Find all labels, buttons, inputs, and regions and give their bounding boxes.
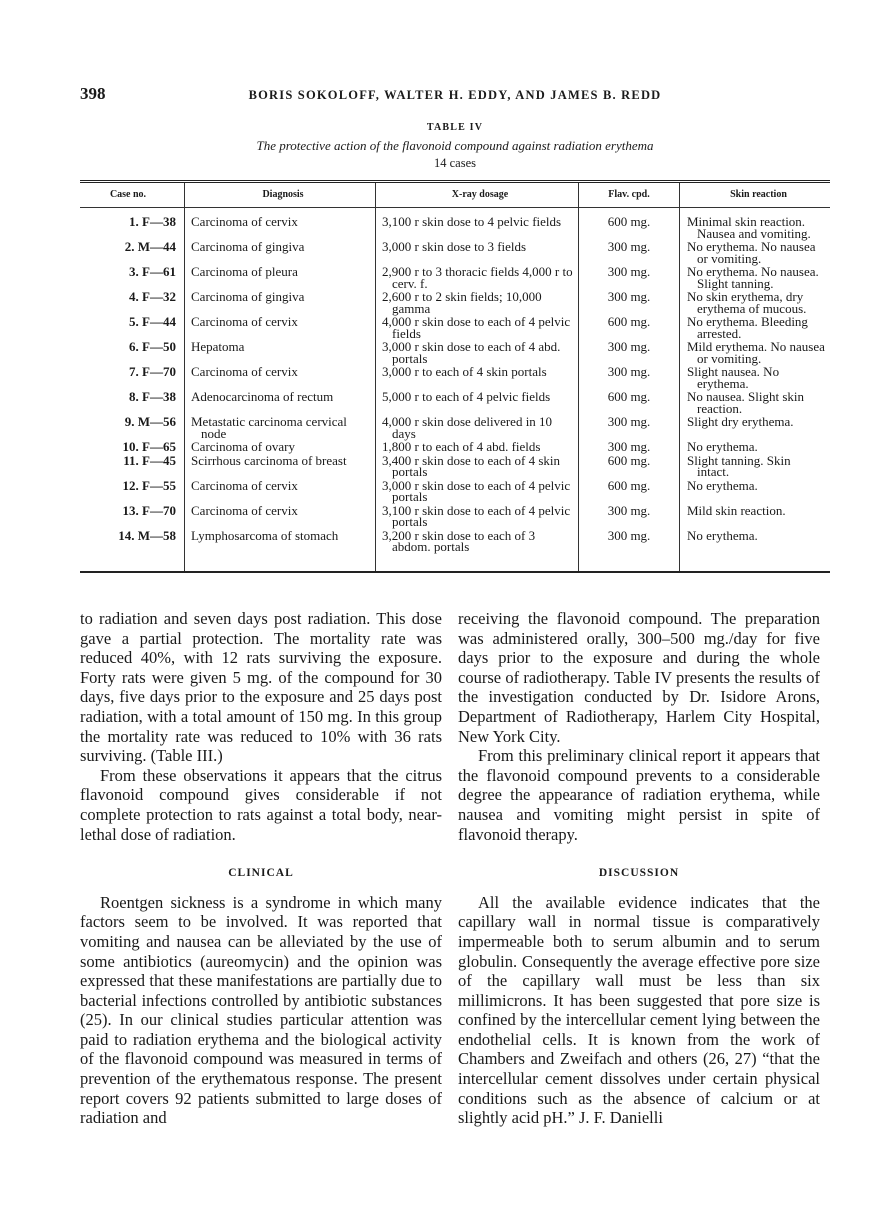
skin-reaction-cell: [680, 241, 831, 264]
skin-reaction-cell: [680, 391, 831, 414]
diagnosis-cell: [185, 266, 376, 289]
skin-reaction-cell-text: No erythema.: [687, 527, 758, 543]
dosage-cell-text: 3,000 r to each of 4 skin portals: [382, 364, 547, 379]
case-number-cell: [80, 316, 185, 339]
flavonoid-dose-cell: [579, 266, 680, 289]
diagnosis-cell-text: Carcinoma of cervix: [191, 502, 298, 518]
flavonoid-dose-cell: [579, 208, 680, 240]
table-header: [80, 182, 830, 208]
table-header-row: [80, 182, 830, 208]
flavonoid-dose-cell-text: 300 mg.: [607, 414, 651, 429]
diagnosis-cell-text: Carcinoma of gingiva: [191, 239, 305, 254]
skin-reaction-cell-text: No erythema. Bleeding arrested.: [687, 314, 808, 341]
table-row: [80, 441, 830, 453]
diagnosis-cell: [185, 416, 376, 439]
skin-reaction-cell: [680, 266, 831, 289]
skin-reaction-cell: [680, 316, 831, 339]
dosage-cell-text: 2,900 r to 3 thoracic fields 4,000 r to cerv. f.: [382, 264, 573, 291]
dosage-cell: [376, 502, 579, 529]
table-row: [80, 505, 830, 528]
table-row: [80, 366, 830, 389]
table-row: [80, 530, 830, 572]
dosage-cell-text: 3,200 r skin dose to each of 3 abdom. portals: [382, 527, 536, 554]
column-header-flavonoid: Flav. cpd.: [579, 182, 680, 208]
flavonoid-dose-cell-text: 300 mg.: [607, 502, 651, 518]
skin-reaction-cell-text: No skin erythema, dry erythema of mucous.: [687, 289, 807, 316]
flavonoid-dose-cell-text: 300 mg.: [607, 289, 651, 304]
dosage-cell: [376, 416, 579, 439]
flavonoid-dose-cell: [579, 341, 680, 364]
flavonoid-dose-cell-text: 300 mg.: [607, 239, 651, 254]
table-row: [80, 241, 830, 264]
dosage-cell-text: 3,000 r skin dose to 3 fields: [382, 239, 527, 254]
flavonoid-dose-cell: [579, 477, 680, 503]
column-header-diagnosis: Diagnosis: [185, 182, 376, 208]
case-number-cell: [80, 341, 185, 364]
paragraph: From these observations it appears that the citrus flavonoid compound gives considerable if not complete protection to rats against a total body, near-lethal dose of radiation.: [80, 765, 442, 844]
case-number-cell: [80, 266, 185, 289]
dosage-cell: [376, 527, 579, 572]
flavonoid-dose-cell-text: 600 mg.: [607, 452, 651, 468]
case-number-cell-text: 8. F—38: [129, 389, 176, 404]
paragraph: to radiation and seven days post radiation. This dose gave a partial protection. The mortality rate was reduced 40%, with 12 rats surviving the exposure. Forty rats were given 5 mg. of the compound for 30 days, five days prior to the exposure and 25 days post radiation, with a total amount of 150 mg. In this group the mortality rate was reduced to 10% with 36 rats surviving. (Table III.): [80, 609, 442, 766]
skin-reaction-cell: [680, 477, 831, 503]
flavonoid-dose-cell: [579, 391, 680, 414]
skin-reaction-cell: [680, 441, 831, 453]
skin-reaction-cell-text: Mild skin reaction.: [687, 502, 786, 518]
flavonoid-dose-cell: [579, 316, 680, 339]
diagnosis-cell-text: Scirrhous carcinoma of breast: [191, 452, 347, 468]
paragraph: From this preliminary clinical report it appears that the flavonoid compound prevents to a considerable degree the appearance of radiation erythema, while nausea and vomiting might persist in spite of flavonoid therapy.: [458, 746, 820, 844]
diagnosis-cell-text: Adenocarcinoma of rectum: [191, 389, 334, 404]
case-number-cell-text: 11. F—45: [123, 452, 176, 468]
diagnosis-cell: [185, 391, 376, 414]
dosage-cell: [376, 477, 579, 504]
flavonoid-dose-cell-text: 300 mg.: [607, 339, 651, 354]
diagnosis-cell: [185, 291, 376, 314]
skin-reaction-cell-text: Mild erythema. No nausea or vomiting.: [687, 339, 825, 366]
case-number-cell-text: 4. F—32: [129, 289, 176, 304]
case-number-cell: [80, 416, 185, 439]
case-number-cell: [80, 477, 185, 503]
flavonoid-dose-cell: [579, 441, 680, 453]
table-row: [80, 480, 830, 503]
skin-reaction-cell-text: No erythema.: [687, 439, 758, 454]
column-header-case: Case no.: [80, 182, 185, 208]
case-number-cell-text: 13. F—70: [122, 502, 176, 518]
case-number-cell-text: 7. F—70: [129, 364, 176, 379]
table-row: [80, 416, 830, 439]
diagnosis-cell: [185, 441, 376, 453]
case-number-cell-text: 2. M—44: [124, 239, 176, 254]
dosage-cell: [376, 441, 579, 453]
flavonoid-dose-cell-text: 300 mg.: [607, 364, 651, 379]
case-number-cell-text: 14. M—58: [118, 527, 176, 543]
skin-reaction-cell-text: Minimal skin reaction. Nausea and vomiting.: [687, 214, 811, 241]
case-number-cell: [80, 527, 185, 572]
diagnosis-cell-text: Carcinoma of cervix: [191, 214, 298, 229]
diagnosis-cell-text: Lymphosarcoma of stomach: [191, 527, 339, 543]
case-number-cell-text: 1. F—38: [129, 214, 176, 229]
case-number-cell: [80, 502, 185, 528]
skin-reaction-cell-text: Slight nausea. No erythema.: [687, 364, 780, 391]
table-row: [80, 266, 830, 289]
dosage-cell-text: 4,000 r skin dose delivered in 10 days: [382, 414, 553, 441]
flavonoid-dose-cell: [579, 416, 680, 439]
table-row: [80, 208, 830, 240]
diagnosis-cell: [185, 477, 376, 503]
table-row: [80, 391, 830, 414]
dosage-cell: [376, 341, 579, 364]
case-number-cell: [80, 291, 185, 314]
dosage-cell: [376, 291, 579, 314]
diagnosis-cell-text: Carcinoma of cervix: [191, 314, 298, 329]
flavonoid-dose-cell-text: 300 mg.: [607, 264, 651, 279]
flavonoid-dose-cell: [579, 366, 680, 389]
dosage-cell-text: 3,100 r skin dose to 4 pelvic fields: [382, 214, 562, 229]
diagnosis-cell-text: Carcinoma of pleura: [191, 264, 298, 279]
skin-reaction-cell: [680, 416, 831, 439]
diagnosis-cell: [185, 527, 376, 572]
flavonoid-dose-cell: [579, 291, 680, 314]
table-label: TABLE IV: [426, 122, 484, 133]
paragraph: All the available evidence indicates that the capillary wall in normal tissue is comparatively impermeable both to serum albumin and to serum globulin. Consequently the average effective pore size of the capillary wall must be less than six millimicrons. It has been suggested that pore size is confined by the intercellular cement lying between the endothelial cells. It is known from the work of Chambers and Zweifach and others (26, 27) “that the intercellular cement dissolves under certain physical conditions such as the absence of calcium or at slightly acid pH.” J. F. Danielli: [458, 892, 820, 1128]
flavonoid-dose-cell: [579, 452, 680, 478]
dosage-cell: [376, 241, 579, 264]
case-number-cell: [80, 441, 185, 453]
diagnosis-cell-text: Metastatic carcinoma cervical node: [191, 414, 347, 441]
dosage-cell: [376, 316, 579, 339]
column-header-skin-reaction: Skin reaction: [680, 182, 831, 208]
table-body: [80, 208, 830, 572]
skin-reaction-cell: [680, 452, 831, 479]
skin-reaction-cell: [680, 291, 831, 314]
case-number-cell-text: 10. F—65: [122, 439, 176, 454]
case-number-cell: [80, 452, 185, 478]
section-heading-discussion: DISCUSSION: [598, 867, 680, 880]
case-number-cell: [80, 391, 185, 414]
skin-reaction-cell-text: No nausea. Slight skin reaction.: [687, 389, 804, 416]
dosage-cell: [376, 452, 579, 479]
case-number-cell: [80, 208, 185, 240]
case-number-cell: [80, 366, 185, 389]
table-subcaption: 14 cases: [434, 156, 476, 170]
results-table: [80, 180, 830, 573]
flavonoid-dose-cell-text: 300 mg.: [607, 439, 651, 454]
skin-reaction-cell-text: No erythema. No nausea or vomiting.: [687, 239, 816, 266]
flavonoid-dose-cell-text: 600 mg.: [607, 477, 651, 493]
case-number-cell-text: 5. F—44: [129, 314, 176, 329]
skin-reaction-cell: [680, 502, 831, 528]
dosage-cell-text: 3,400 r skin dose to each of 4 skin portals: [382, 452, 561, 479]
dosage-cell: [376, 208, 579, 240]
flavonoid-dose-cell: [579, 502, 680, 528]
paragraph: receiving the flavonoid compound. The preparation was administered orally, 300–500 mg./day for five days prior to the exposure and during the whole course of radiotherapy. Table IV presents the results of the investigation conducted by Dr. Isidore Arons, Department of Radiotherapy, Harlem City Hospital, New York City.: [458, 609, 820, 746]
skin-reaction-cell-text: Slight dry erythema.: [687, 414, 794, 429]
table-row: [80, 316, 830, 339]
running-head-authors: BORIS SOKOLOFF, WALTER H. EDDY, AND JAMES B. REDD: [248, 88, 662, 102]
page-number: 398: [80, 84, 106, 103]
case-number-cell-text: 9. M—56: [124, 414, 176, 429]
column-header-dosage: X-ray dosage: [376, 182, 579, 208]
skin-reaction-cell: [680, 341, 831, 364]
diagnosis-cell: [185, 208, 376, 240]
diagnosis-cell: [185, 452, 376, 478]
left-text-column: [80, 609, 442, 1128]
diagnosis-cell-text: Carcinoma of ovary: [191, 439, 295, 454]
skin-reaction-cell: [680, 527, 831, 572]
dosage-cell: [376, 366, 579, 389]
flavonoid-dose-cell: [579, 241, 680, 264]
case-number-cell-text: 12. F—55: [122, 477, 176, 493]
diagnosis-cell-text: Hepatoma: [191, 339, 245, 354]
skin-reaction-cell-text: No erythema.: [687, 477, 758, 493]
dosage-cell-text: 2,600 r to 2 skin fields; 10,000 gamma: [382, 289, 542, 316]
diagnosis-cell-text: Carcinoma of cervix: [191, 477, 298, 493]
dosage-cell: [376, 391, 579, 414]
case-number-cell-text: 6. F—50: [129, 339, 176, 354]
flavonoid-dose-cell: [579, 527, 680, 572]
case-number-cell: [80, 241, 185, 264]
diagnosis-cell: [185, 341, 376, 364]
diagnosis-cell: [185, 366, 376, 389]
flavonoid-dose-cell-text: 600 mg.: [607, 314, 651, 329]
flavonoid-dose-cell-text: 300 mg.: [607, 527, 651, 543]
paragraph: Roentgen sickness is a syndrome in which many factors seem to be involved. It was reported that vomiting and nausea can be alleviated by the use of some antibiotics (aureomycin) and the opinion was expressed that these manifestations are partially due to bacterial infections controlled by antibiotic substances (25). In our clinical studies particular attention was paid to radiation erythema and the biological activity of the flavonoid compound was measured in terms of prevention of the erythematous response. The present report covers 92 patients submitted to large doses of radiation and: [80, 892, 442, 1128]
dosage-cell-text: 1,800 r to each of 4 abd. fields: [382, 439, 541, 454]
diagnosis-cell: [185, 502, 376, 528]
dosage-cell-text: 3,000 r skin dose to each of 4 pelvic portals: [382, 477, 571, 504]
diagnosis-cell: [185, 241, 376, 264]
skin-reaction-cell: [680, 366, 831, 389]
table-row: [80, 455, 830, 478]
flavonoid-dose-cell-text: 600 mg.: [607, 214, 651, 229]
table-row: [80, 341, 830, 364]
dosage-cell-text: 4,000 r skin dose to each of 4 pelvic fields: [382, 314, 571, 341]
case-number-cell-text: 3. F—61: [129, 264, 176, 279]
right-text-column: [458, 609, 820, 1128]
section-heading-clinical: CLINICAL: [228, 867, 294, 880]
dosage-cell: [376, 266, 579, 289]
table-row: [80, 291, 830, 314]
diagnosis-cell-text: Carcinoma of cervix: [191, 364, 298, 379]
skin-reaction-cell: [680, 208, 831, 240]
dosage-cell-text: 3,100 r skin dose to each of 4 pelvic portals: [382, 502, 571, 529]
flavonoid-dose-cell-text: 600 mg.: [607, 389, 651, 404]
diagnosis-cell: [185, 316, 376, 339]
skin-reaction-cell-text: No erythema. No nausea. Slight tanning.: [687, 264, 819, 291]
dosage-cell-text: 3,000 r skin dose to each of 4 abd. portals: [382, 339, 561, 366]
skin-reaction-cell-text: Slight tanning. Skin intact.: [687, 452, 791, 479]
diagnosis-cell-text: Carcinoma of gingiva: [191, 289, 305, 304]
dosage-cell-text: 5,000 r to each of 4 pelvic fields: [382, 389, 551, 404]
table-caption: The protective action of the flavonoid compound against radiation erythema: [256, 138, 654, 153]
